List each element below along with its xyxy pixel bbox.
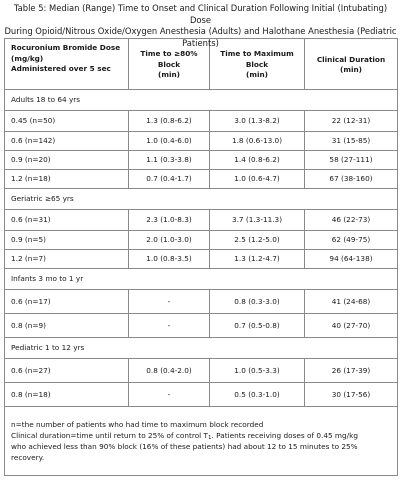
table-row bbox=[5, 132, 398, 151]
group-label: Geriatric ≥65 yrs bbox=[5, 189, 398, 210]
caption-line: Patients) bbox=[182, 37, 219, 48]
footnote-row bbox=[5, 407, 398, 476]
header-line: Time to ≥80% Block bbox=[140, 49, 198, 69]
table-row bbox=[5, 383, 398, 407]
dose-cell: 0.45 (n=50) bbox=[5, 111, 129, 132]
footnote-text: Clinical duration=time until return to 25% of control T bbox=[11, 431, 208, 440]
onset-cell: 1.3 (0.8-6.2) bbox=[129, 111, 210, 132]
max-block-cell: 1.8 (0.6-13.0) bbox=[210, 132, 305, 151]
group-row-infants bbox=[5, 269, 398, 290]
max-block-cell: 0.7 (0.5-0.8) bbox=[210, 314, 305, 338]
duration-cell: 67 (38-160) bbox=[305, 170, 398, 189]
header-max-block bbox=[210, 39, 305, 90]
group-row-geriatric bbox=[5, 189, 398, 210]
max-block-cell: 2.5 (1.2-5.0) bbox=[210, 231, 305, 250]
group-label: Pediatric 1 to 12 yrs bbox=[5, 338, 398, 359]
dose-cell: 0.6 (n=27) bbox=[5, 359, 129, 383]
onset-cell: 1.0 (0.4-6.0) bbox=[129, 132, 210, 151]
footnote-line: who achieved less than 90% block (16% of these patients) had about 12 to 15 minutes to 25% bbox=[11, 442, 358, 451]
group-label: Infants 3 mo to 1 yr bbox=[5, 269, 398, 290]
duration-cell: 40 (27-70) bbox=[305, 314, 398, 338]
caption-line: Table 5: Median (Range) Time to Onset and Clinical Duration Following Initial (Intubating) Dose bbox=[13, 3, 388, 25]
header-line: Clinical Duration bbox=[316, 54, 386, 64]
footnote-line: n=the number of patients who had time to maximum block recorded bbox=[11, 420, 264, 429]
dose-cell: 0.8 (n=9) bbox=[5, 314, 129, 338]
dose-cell: 0.6 (n=17) bbox=[5, 290, 129, 314]
dose-cell: 0.8 (n=18) bbox=[5, 383, 129, 407]
max-block-cell: 0.8 (0.3-3.0) bbox=[210, 290, 305, 314]
dose-cell: 1.2 (n=7) bbox=[5, 250, 129, 269]
duration-cell: 94 (64-138) bbox=[305, 250, 398, 269]
max-block-cell: 1.4 (0.8-6.2) bbox=[210, 151, 305, 170]
header-line: Administered over 5 sec bbox=[11, 64, 111, 73]
table-row bbox=[5, 210, 398, 231]
duration-cell: 62 (49-75) bbox=[305, 231, 398, 250]
max-block-cell: 1.3 (1.2-4.7) bbox=[210, 250, 305, 269]
header-line: Rocuronium Bromide Dose bbox=[11, 43, 121, 52]
onset-cell: 1.1 (0.3-3.8) bbox=[129, 151, 210, 170]
duration-cell: 26 (17-39) bbox=[305, 359, 398, 383]
group-row-pediatric bbox=[5, 338, 398, 359]
max-block-cell: 1.0 (0.6-4.7) bbox=[210, 170, 305, 189]
onset-cell: 2.0 (1.0-3.0) bbox=[129, 231, 210, 250]
table-row bbox=[5, 111, 398, 132]
caption-line: During Opioid/Nitrous Oxide/Oxygen Anesthesia (Adults) and Halothane Anesthesia (Pediatric bbox=[4, 26, 397, 37]
onset-cell: 1.0 (0.8-3.5) bbox=[129, 250, 210, 269]
dose-cell: 0.6 (n=142) bbox=[5, 132, 129, 151]
header-duration bbox=[305, 39, 398, 90]
header-line: (mg/kg) bbox=[11, 53, 44, 63]
onset-cell: 0.8 (0.4-2.0) bbox=[129, 359, 210, 383]
onset-cell: - bbox=[129, 290, 210, 314]
footnote-line bbox=[11, 430, 391, 441]
group-row-adults bbox=[5, 90, 398, 111]
header-line: (min) bbox=[246, 70, 268, 80]
max-block-cell: 3.0 (1.3-8.2) bbox=[210, 111, 305, 132]
header-line: Time to Maximum bbox=[220, 49, 294, 59]
header-dose bbox=[5, 39, 129, 90]
table-row bbox=[5, 250, 398, 269]
max-block-cell: 3.7 (1.3-11.3) bbox=[210, 210, 305, 231]
duration-cell: 41 (24-68) bbox=[305, 290, 398, 314]
table-row bbox=[5, 359, 398, 383]
dose-cell: 0.9 (n=5) bbox=[5, 231, 129, 250]
dose-table bbox=[4, 38, 398, 476]
footnote-line: recovery. bbox=[11, 453, 45, 462]
max-block-cell: 1.0 (0.5-3.3) bbox=[210, 359, 305, 383]
table-row bbox=[5, 290, 398, 314]
max-block-cell: 0.5 (0.3-1.0) bbox=[210, 383, 305, 407]
table-row bbox=[5, 231, 398, 250]
duration-cell: 58 (27-111) bbox=[305, 151, 398, 170]
header-line: (min) bbox=[158, 70, 180, 80]
duration-cell: 31 (15-85) bbox=[305, 132, 398, 151]
onset-cell: 2.3 (1.0-8.3) bbox=[129, 210, 210, 231]
header-line: (min) bbox=[340, 65, 362, 74]
duration-cell: 22 (12-31) bbox=[305, 111, 398, 132]
footnote-subscript: 1 bbox=[207, 435, 212, 441]
group-label: Adults 18 to 64 yrs bbox=[5, 90, 398, 111]
onset-cell: - bbox=[129, 314, 210, 338]
footnote-text: . Patients receiving doses of 0.45 mg/kg bbox=[211, 431, 358, 440]
table-row bbox=[5, 314, 398, 338]
footnote bbox=[5, 407, 398, 476]
dose-cell: 1.2 (n=18) bbox=[5, 170, 129, 189]
dose-cell: 0.6 (n=31) bbox=[5, 210, 129, 231]
duration-cell: 30 (17-56) bbox=[305, 383, 398, 407]
dose-cell: 0.9 (n=20) bbox=[5, 151, 129, 170]
table-row bbox=[5, 170, 398, 189]
table-row bbox=[5, 151, 398, 170]
onset-cell: 0.7 (0.4-1.7) bbox=[129, 170, 210, 189]
onset-cell: - bbox=[129, 383, 210, 407]
duration-cell: 46 (22-73) bbox=[305, 210, 398, 231]
header-line: Block bbox=[245, 59, 269, 69]
